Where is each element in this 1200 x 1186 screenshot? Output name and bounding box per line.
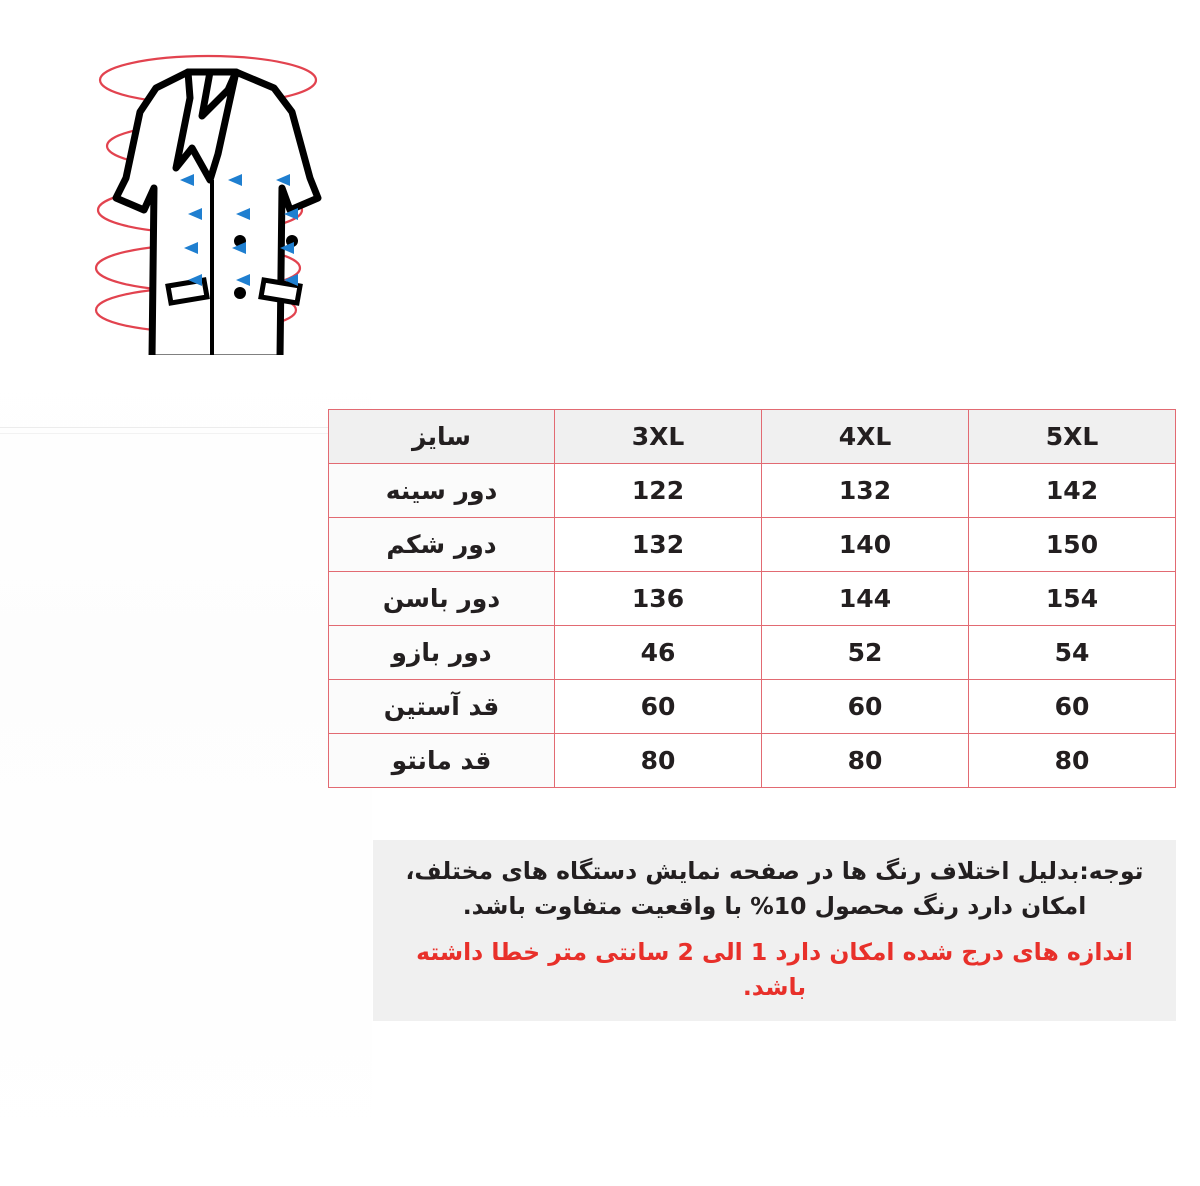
row-label-hip: دور باسن [329,572,555,626]
row-label-bust: دور سینه [329,464,555,518]
table-row [329,626,1176,680]
size-table-head [329,410,1176,464]
cell-sleeve-5xl: 60 [969,680,1176,734]
photo-backdrop-line-2 [0,433,372,434]
photo-backdrop-line [0,427,372,428]
cell-waist-4xl: 140 [762,518,969,572]
cell-waist-3xl: 132 [555,518,762,572]
size-table [328,409,1176,788]
cell-sleeve-3xl: 60 [555,680,762,734]
photo-background [0,355,372,1186]
header-cell-4xl: 4XL [762,410,969,464]
cell-length-4xl: 80 [762,734,969,788]
notes-block [373,840,1176,1021]
table-row [329,464,1176,518]
cell-waist-5xl: 150 [969,518,1176,572]
note-measurement-tolerance: اندازه های درج شده امکان دارد 1 الی 2 سانتی متر خطا داشته باشد. [416,937,1133,1001]
cell-bust-4xl: 132 [762,464,969,518]
cell-arm-5xl: 54 [969,626,1176,680]
note-color-disclaimer: توجه:بدلیل اختلاف رنگ ها در صفحه نمایش دستگاه های مختلف، امکان دارد رنگ محصول 10% با واقعیت متفاوت باشد. [405,857,1144,921]
row-label-sleeve: قد آستین [329,680,555,734]
table-row [329,734,1176,788]
table-header-row [329,410,1176,464]
cell-bust-5xl: 142 [969,464,1176,518]
table-row [329,518,1176,572]
coat-technical-drawing [60,28,350,388]
size-table-container [373,409,1176,788]
table-row [329,680,1176,734]
cell-length-5xl: 80 [969,734,1176,788]
cell-sleeve-4xl: 60 [762,680,969,734]
model-photo [0,355,372,1186]
cell-hip-5xl: 154 [969,572,1176,626]
header-cell-5xl: 5XL [969,410,1176,464]
cell-length-3xl: 80 [555,734,762,788]
cell-bust-3xl: 122 [555,464,762,518]
table-row [329,572,1176,626]
row-label-arm: دور بازو [329,626,555,680]
row-label-waist: دور شکم [329,518,555,572]
header-cell-size-label: سایز [329,410,555,464]
cell-arm-4xl: 52 [762,626,969,680]
cell-arm-3xl: 46 [555,626,762,680]
cell-hip-4xl: 144 [762,572,969,626]
size-table-body [329,464,1176,788]
cell-hip-3xl: 136 [555,572,762,626]
header-cell-3xl: 3XL [555,410,762,464]
row-label-length: قد مانتو [329,734,555,788]
